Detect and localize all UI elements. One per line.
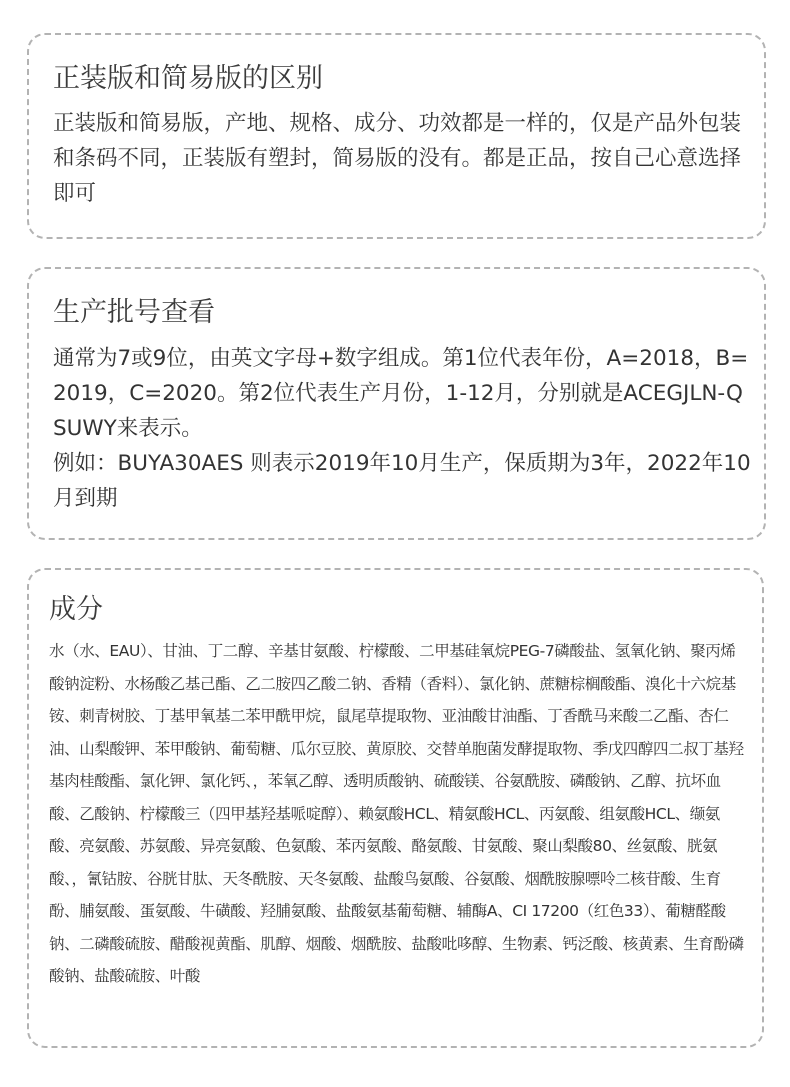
ingredients-list: 水（水、EAU）、甘油、丁二醇、辛基甘氨酸、柠檬酸、二甲基硅氧烷PEG-7磷酸盐、氢氧化钠、聚丙烯酸钠淀粉、水杨酸乙基己酯、乙二胺四乙酸二钠、香精（香料）、氯化钠、蔗糖棕榈酸酯、溴化十六烷基铵、刺青树胶、丁基甲氧基二苯甲酰甲烷，鼠尾草提取物、亚油酸甘油酯、丁香酰马来酸二乙酯、杏仁油、山梨酸钾、苯甲酸钠、葡萄糖、瓜尔豆胶、黄原胶、交替单胞菌发酵提取物、季戊四醇四二叔丁基羟基肉桂酸酯、氯化钾、氯化钙、，苯氧乙醇、透明质酸钠、硫酸镁、谷氨酰胺、磷酸钠、乙醇、抗坏血酸、乙酸钠、柠檬酸三（四甲基羟基哌啶醇）、赖氨酸HCL、精氨酸HCL、丙氨酸、组氨酸HCL、缬氨酸、亮氨酸、苏氨酸、异亮氨酸、色氨酸、苯丙氨酸、酪氨酸、甘氨酸、聚山梨酸80、丝氨酸、胱氨酸、，氰钴胺、谷胱甘肽、天冬酰胺、天冬氨酸、盐酸鸟氨酸、谷氨酸、烟酰胺腺嘌呤二核苷酸、生育酚、脯氨酸、蛋氨酸、牛磺酸、羟脯氨酸、盐酸氨基葡萄糖、辅酶A、CI 17200（红色33）、葡糖醛酸钠、二磷酸硫胺、醋酸视黄酯、肌醇、烟酸、烟酰胺、盐酸吡哆醇、生物素、钙泛酸、核黄素、生育酚磷酸钠、盐酸硫胺、叶酸 [49,642,744,985]
section-body [53,341,753,516]
section-title: 生产批号查看 [53,297,215,328]
batch-code-example: 例如：BUYA30AES 则表示2019年10月生产，保质期为3年，2022年10月到期 [53,451,751,511]
section-ingredients [27,568,764,1048]
section-batch-number [27,267,766,540]
section-body: 正装版和简易版，产地、规格、成分、功效都是一样的，仅是产品外包装和条码不同，正装版有塑封，简易版的没有。都是正品，按自己心意选择即可 [53,111,742,206]
section-title: 正装版和简易版的区别 [53,63,323,94]
batch-code-explanation: 通常为7或9位，由英文字母+数字组成。第1位代表年份，A=2018，B=2019，C=2020。第2位代表生产月份，1-12月，分别就是ACEGJLN-QSUWY来表示。 [53,346,749,441]
section-product-versions [27,33,766,239]
section-title: 成分 [49,594,103,625]
